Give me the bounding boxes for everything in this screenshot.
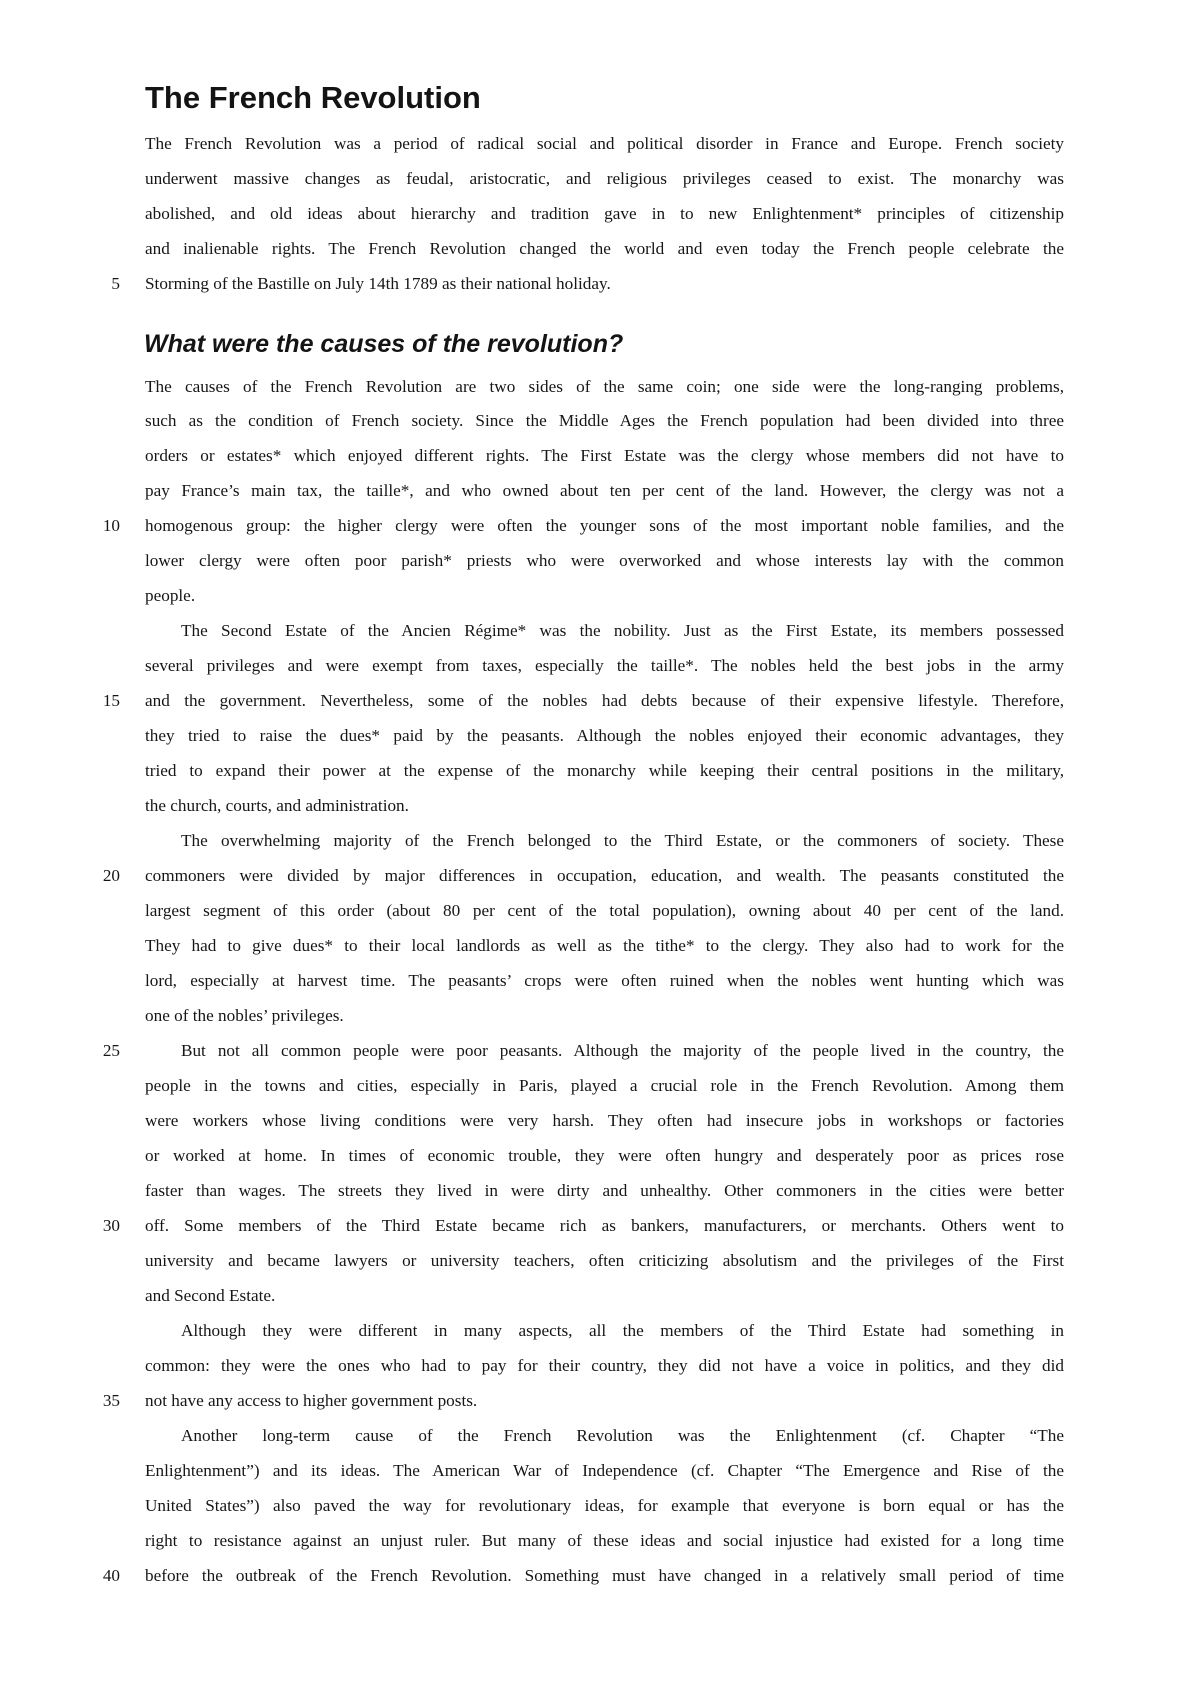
line-number: 5 [111,274,120,293]
line-number: 10 [102,516,120,535]
text-line: lord, especially at harvest time. The peasants’ crops were often ruined when the nobles went hunting which was [145,971,1064,990]
text-line: university and became lawyers or university teachers, often criticizing absolutism and the privileges of the First [145,1251,1064,1270]
text-line: The overwhelming majority of the French belonged to the Third Estate, or the commoners of society. These [181,831,1064,850]
text-line: right to resistance against an unjust ruler. But many of these ideas and social injustice had existed for a long time [145,1531,1064,1550]
section-heading: What were the causes of the revolution? [144,330,624,358]
text-line: before the outbreak of the French Revolution. Something must have changed in a relatively small period of time [145,1566,1064,1585]
text-line: The French Revolution was a period of radical social and political disorder in France and Europe. French society [145,134,1064,153]
text-line: United States”) also paved the way for revolutionary ideas, for example that everyone is born equal or has the [145,1496,1064,1515]
text-line: Although they were different in many aspects, all the members of the Third Estate had something in [181,1321,1064,1340]
text-line: Another long-term cause of the French Revolution was the Enlightenment (cf. Chapter “The [181,1426,1064,1445]
text-line: the church, courts, and administration. [145,796,409,815]
text-line: But not all common people were poor peasants. Although the majority of the people lived in the country, the [181,1041,1064,1060]
line-number: 30 [102,1216,120,1235]
text-line: largest segment of this order (about 80 per cent of the total population), owning about 40 per cent of the land. [145,901,1064,920]
text-line: The causes of the French Revolution are two sides of the same coin; one side were the long-ranging problems, [145,377,1064,396]
text-line: people. [145,586,196,605]
text-line: they tried to raise the dues* paid by the peasants. Although the nobles enjoyed their economic advantages, they [145,726,1064,745]
text-line: pay France’s main tax, the taille*, and who owned about ten per cent of the land. However, the clergy was not a [145,481,1064,500]
text-line: underwent massive changes as feudal, aristocratic, and religious privileges ceased to exist. The monarchy was [145,169,1064,188]
text-line: The Second Estate of the Ancien Régime* was the nobility. Just as the First Estate, its members possessed [181,621,1064,640]
text-line: and inalienable rights. The French Revolution changed the world and even today the French people celebrate the [145,239,1064,258]
text-line: or worked at home. In times of economic trouble, they were often hungry and desperately poor as prices rose [145,1146,1064,1165]
text-line: They had to give dues* to their local landlords as well as the tithe* to the clergy. They also had to work for the [145,936,1064,955]
text-line: were workers whose living conditions were very harsh. They often had insecure jobs in workshops or factories [145,1111,1064,1130]
text-line: orders or estates* which enjoyed different rights. The First Estate was the clergy whose members did not have to [145,446,1064,465]
text-line: such as the condition of French society. Since the Middle Ages the French population had been divided into three [145,411,1064,430]
text-line: several privileges and were exempt from taxes, especially the taille*. The nobles held the best jobs in the army [145,656,1064,675]
text-line: one of the nobles’ privileges. [145,1006,344,1025]
text-line: common: they were the ones who had to pay for their country, they did not have a voice in politics, and they did [145,1356,1064,1375]
text-line: Storming of the Bastille on July 14th 1789 as their national holiday. [145,274,611,293]
text-line: abolished, and old ideas about hierarchy and tradition gave in to new Enlightenment* principles of citizenship [145,204,1064,223]
text-line: and the government. Nevertheless, some of the nobles had debts because of their expensive lifestyle. Therefore, [145,691,1064,710]
text-line: tried to expand their power at the expense of the monarchy while keeping their central positions in the military, [145,761,1064,780]
text-line: and Second Estate. [145,1286,276,1305]
text-line: off. Some members of the Third Estate became rich as bankers, manufacturers, or merchants. Others went to [145,1216,1064,1235]
line-number: 35 [102,1391,120,1410]
text-line: commoners were divided by major differences in occupation, education, and wealth. The peasants constituted the [145,866,1064,885]
text-line: homogenous group: the higher clergy were often the younger sons of the most important noble families, and the [145,516,1064,535]
line-number: 20 [102,866,120,885]
line-number: 40 [102,1566,120,1585]
line-number: 15 [102,691,120,710]
text-line: people in the towns and cities, especially in Paris, played a crucial role in the French Revolution. Among them [145,1076,1064,1095]
text-line: lower clergy were often poor parish* priests who were overworked and whose interests lay with the common [145,551,1064,570]
line-number: 25 [102,1041,120,1060]
text-line: faster than wages. The streets they lived in were dirty and unhealthy. Other commoners in the cities were better [145,1181,1064,1200]
text-line: not have any access to higher government posts. [145,1391,478,1410]
page-title: The French Revolution [145,80,481,115]
text-line: Enlightenment”) and its ideas. The American War of Independence (cf. Chapter “The Emergence and Rise of the [145,1461,1064,1480]
